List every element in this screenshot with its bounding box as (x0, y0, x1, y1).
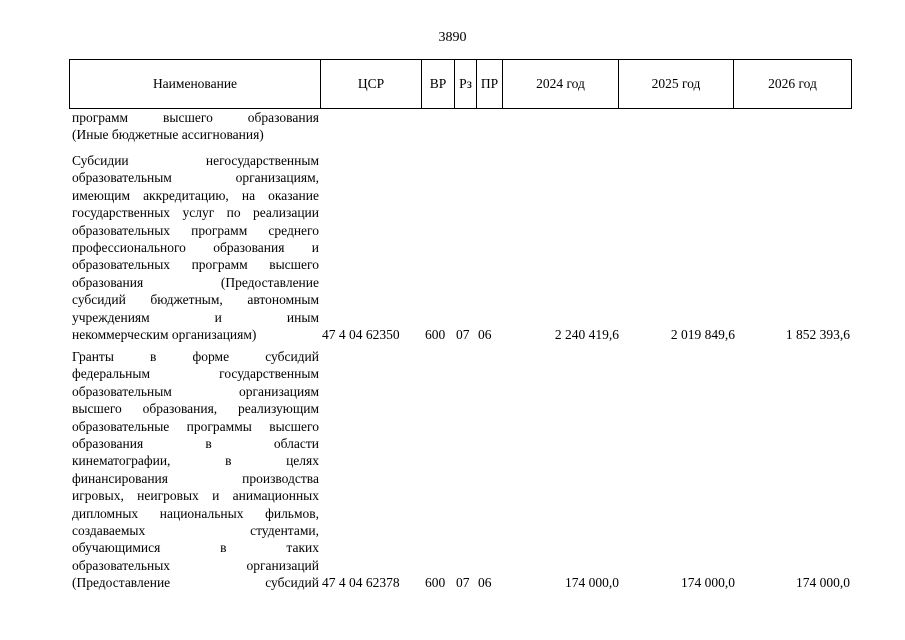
header-2024: 2024 год (503, 60, 619, 109)
value-2025-cell: 174 000,0 (681, 575, 735, 590)
page-number: 3890 (438, 30, 467, 45)
header-2026: 2026 год (734, 60, 852, 109)
vr-cell: 600 (425, 575, 446, 590)
value-2026-cell: 174 000,0 (796, 575, 850, 590)
row-description: Гранты в форме субсидий федеральным государственным образовательным организациям высшего образования, реализующим образовательные программы высшего образования в области кинематографии, в целях финансирования производства игровых, неигровых и анимационных дипломных национальных фильмов, создаваемых студентами, обучающимися в таких образовательных организаций (Предоставление субсидий (72, 349, 319, 591)
pr-cell: 06 (478, 575, 492, 590)
row-description: программ высшего образования (Иные бюджетные ассигнования) (72, 110, 319, 143)
header-name: Наименование (70, 60, 321, 109)
value-2026-cell: 1 852 393,6 (785, 327, 850, 342)
row-description: Субсидии негосударственным образовательным организациям, имеющим аккредитацию, на оказание государственных услуг по реализации образовательных программ среднего профессионального образования и образовательных программ высшего образования (Предоставление субсидий бюджетным, автономным учреждениям и иным некоммерческим организациям) (72, 153, 319, 343)
value-2024-cell: 2 240 419,6 (554, 327, 619, 342)
value-2024-cell: 174 000,0 (565, 575, 619, 590)
header-rz: Рз (455, 60, 477, 109)
csr-cell: 47 4 04 62378 (322, 575, 400, 590)
value-2025-cell: 2 019 849,6 (670, 327, 735, 342)
rz-cell: 07 (456, 575, 470, 590)
table-header (69, 59, 852, 109)
rz-cell: 07 (456, 327, 470, 342)
vr-cell: 600 (425, 327, 446, 342)
header-vr: ВР (422, 60, 455, 109)
pr-cell: 06 (478, 327, 492, 342)
header-2025: 2025 год (619, 60, 734, 109)
header-csr: ЦСР (321, 60, 422, 109)
csr-cell: 47 4 04 62350 (322, 327, 400, 342)
header-pr: ПР (477, 60, 503, 109)
